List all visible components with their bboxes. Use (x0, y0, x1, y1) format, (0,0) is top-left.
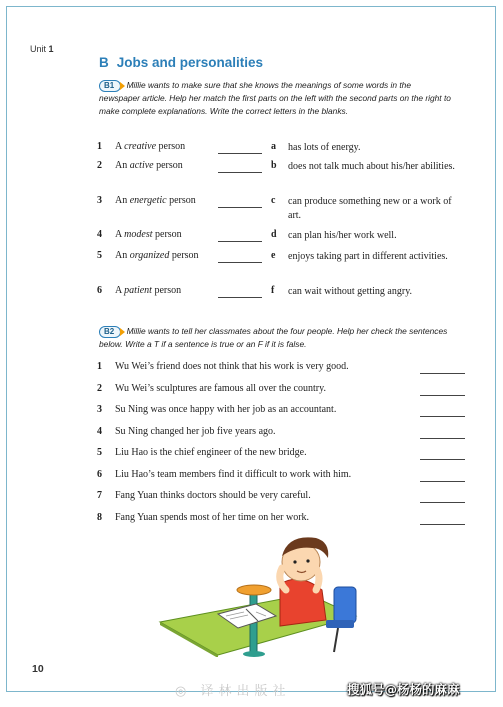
b1-option-explanation: enjoys taking part in different activities. (288, 251, 448, 262)
b1-adjective: modest (124, 229, 153, 240)
b1-option-letter: a (271, 141, 276, 152)
b2-sentence-text: Wu Wei’s sculptures are famous all over the country. (115, 382, 326, 394)
b1-article: An (115, 195, 128, 206)
b2-answer-blank[interactable] (420, 513, 465, 525)
b1-item-phrase (115, 160, 183, 171)
b1-noun: person (169, 195, 196, 206)
boy-reading-at-desk-illustration (158, 532, 358, 657)
b1-adjective: organized (129, 250, 170, 261)
b1-noun: person (158, 141, 186, 152)
b1-item-phrase (115, 195, 196, 206)
b1-item-phrase (115, 141, 185, 152)
b1-item-number: 5 (97, 250, 102, 261)
b1-article: A (115, 285, 122, 296)
section-title (99, 55, 263, 70)
page-number: 10 (32, 663, 44, 675)
b2-sentence-number: 5 (97, 447, 102, 458)
b2-sentence-number: 3 (97, 404, 102, 415)
b1-answer-blank[interactable] (218, 196, 262, 208)
b2-sentence-text: Su Ning changed her job five years ago. (115, 425, 276, 437)
b1-item-number: 6 (97, 285, 102, 296)
b2-sentence-text: Liu Hao’s team members find it difficult to work with him. (115, 468, 352, 480)
b1-instructions (99, 79, 454, 117)
b1-option-letter: e (271, 250, 276, 261)
b1-answer-blank[interactable] (218, 142, 262, 154)
b1-article: An (115, 160, 128, 171)
b1-answer-blank[interactable] (218, 251, 262, 263)
unit-word: Unit (30, 44, 47, 54)
b1-badge: B1 (99, 80, 121, 92)
b2-sentence-number: 4 (97, 425, 102, 437)
b1-option-explanation: has lots of energy. (288, 142, 361, 153)
unit-number: 1 (48, 44, 54, 54)
b2-answer-blank[interactable] (420, 491, 465, 503)
b1-noun: person (154, 285, 182, 296)
b2-sentence-number: 8 (97, 511, 102, 523)
b2-sentence-text: Su Ning was once happy with her job as an accountant. (115, 404, 337, 415)
b2-sentence-text: Fang Yuan thinks doctors should be very careful. (115, 490, 311, 501)
publisher-name: 译林出版社 (200, 684, 291, 699)
b1-article: An (115, 250, 128, 261)
b1-option-explanation: can plan his/her work well. (288, 230, 397, 241)
b1-adjective: active (129, 160, 154, 171)
unit-label (30, 44, 54, 54)
b2-badge: B2 (99, 326, 121, 338)
b1-noun: person (155, 229, 182, 240)
b1-instructions-text: Millie wants to make sure that she knows the meanings of some words in the newspaper article. Help her match the first parts on the left with the second parts on the right to make complete explanations. Write the correct letters in the blanks. (99, 80, 451, 116)
b1-option-explanation: can produce something new or a work of art. (288, 196, 452, 221)
b2-sentence-number: 2 (97, 382, 102, 394)
b2-instructions (99, 325, 454, 351)
b1-article: A (115, 229, 122, 240)
b2-sentence-text: Wu Wei’s friend does not think that his work is very good. (115, 361, 349, 372)
b1-option-letter: d (271, 229, 277, 240)
b2-answer-blank[interactable] (420, 427, 465, 439)
b2-answer-blank[interactable] (420, 384, 465, 396)
b1-adjective: patient (124, 285, 152, 296)
b2-sentence-number: 7 (97, 490, 102, 501)
b2-answer-blank[interactable] (420, 470, 465, 482)
b2-instructions-text: Millie wants to tell her classmates about the four people. Help her check the sentences below. Write a T if a sentence is true or an F if it is false. (99, 326, 448, 349)
publisher-logo: ◎ 译林出版社 (175, 684, 291, 699)
b1-answer-blank[interactable] (218, 161, 262, 173)
b1-noun: person (156, 160, 183, 171)
section-letter: B (99, 55, 109, 70)
b2-sentence-number: 6 (97, 468, 102, 480)
b2-answer-blank[interactable] (420, 448, 465, 460)
b1-answer-blank[interactable] (218, 286, 262, 298)
b1-item-number: 3 (97, 195, 102, 206)
b1-item-phrase (115, 285, 181, 296)
b1-article: A (115, 141, 122, 152)
b1-item-phrase (115, 229, 182, 240)
b1-item-number: 1 (97, 141, 102, 152)
b1-option-explanation: does not talk much about his/her abilities. (288, 161, 455, 172)
b1-option-letter: c (271, 195, 276, 206)
b2-sentence-number: 1 (97, 361, 102, 372)
b2-sentence-text: Liu Hao is the chief engineer of the new bridge. (115, 447, 307, 458)
b1-option-explanation: can wait without getting angry. (288, 286, 413, 297)
b1-option-letter: b (271, 160, 277, 171)
b1-adjective: energetic (129, 195, 167, 206)
b1-answer-blank[interactable] (218, 230, 262, 242)
section-heading: Jobs and personalities (116, 55, 264, 70)
b1-item-number: 2 (97, 160, 102, 171)
b2-answer-blank[interactable] (420, 405, 465, 417)
b2-sentence-text: Fang Yuan spends most of her time on her work. (115, 511, 310, 523)
b1-option-letter: f (271, 285, 275, 296)
b1-item-number: 4 (97, 229, 102, 240)
b1-item-phrase (115, 250, 199, 261)
b1-adjective: creative (124, 141, 157, 152)
watermark-text: 搜狐号@杨杨的麻麻 (347, 682, 460, 697)
b2-answer-blank[interactable] (420, 362, 465, 374)
b1-noun: person (171, 250, 199, 261)
